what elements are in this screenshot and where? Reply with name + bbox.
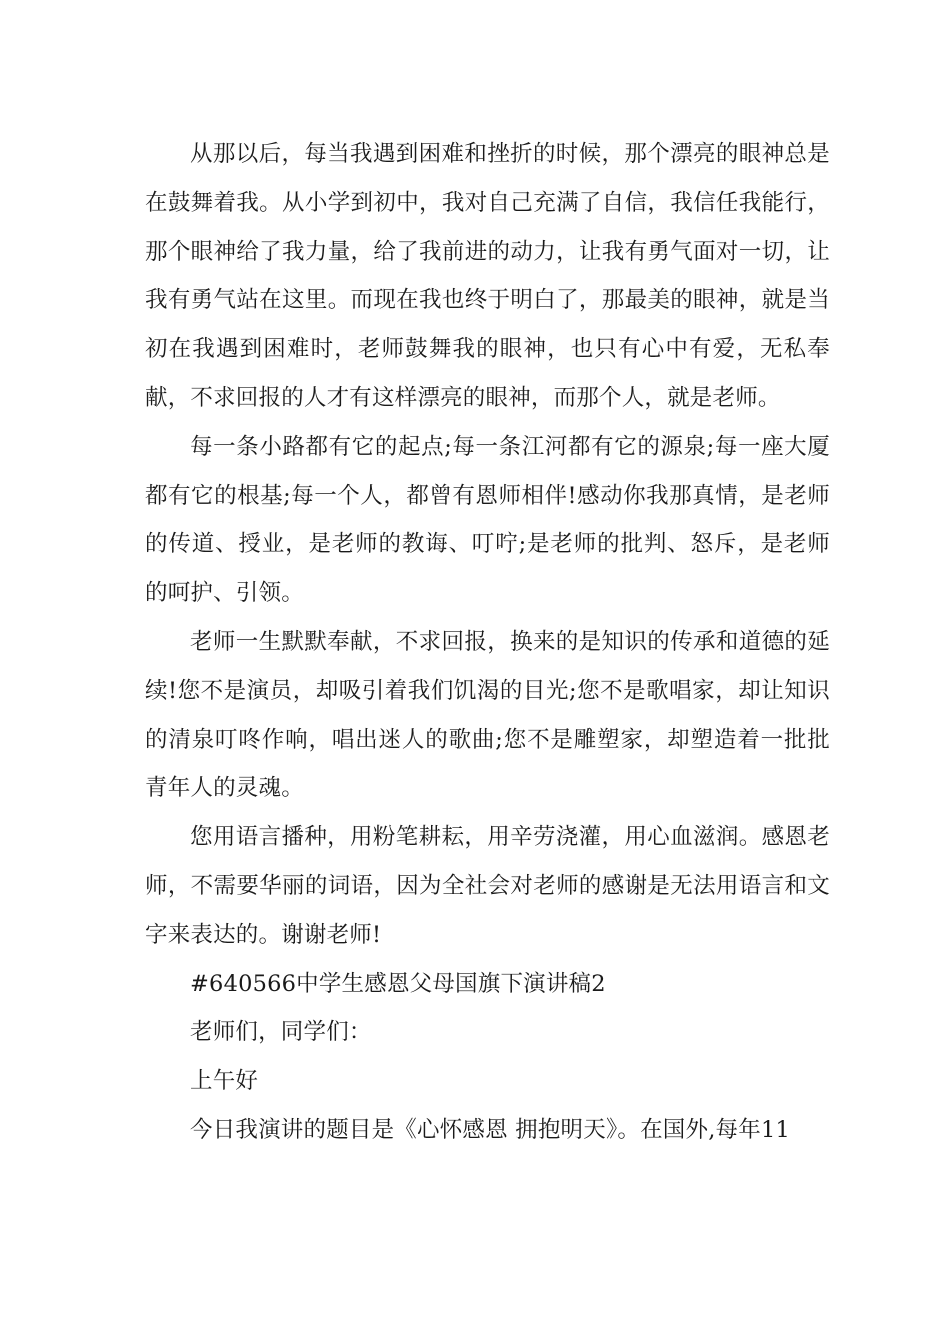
- speech-opening-line: 今日我演讲的题目是《心怀感恩 拥抱明天》。在国外,每年11: [190, 1116, 790, 1143]
- paragraph-teacher-eyes: 从那以后，每当我遇到困难和挫折的时候，那个漂亮的眼神总是在鼓舞着我。从小学到初中，我对自己充满了自信，我信任我能行，那个眼神给了我力量，给了我前进的动力，让我有勇气面对一切，让我有勇气站在这里。而现在我也终于明白了，那最美的眼神，就是当初在我遇到困难时，老师鼓舞我的眼神，也只有心中有爱，无私奉献，不求回报的人才有这样漂亮的眼神，而那个人，就是老师。: [145, 141, 830, 411]
- paragraph-gratitude: 您用语言播种，用粉笔耕耘，用辛劳浇灌，用心血滋润。感恩老师，不需要华丽的词语，因为全社会对老师的感谢是无法用语言和文字来表达的。谢谢老师!: [145, 824, 830, 948]
- paragraph-origins: 每一条小路都有它的起点;每一条江河都有它的源泉;每一座大厦都有它的根基;每一个人，都曾有恩师相伴!感动你我那真情，是老师的传道、授业，是老师的教诲、叮咛;是老师的批判、怒斥，是老师的呵护、引领。: [145, 433, 830, 607]
- speech-greeting: 上午好: [190, 1068, 259, 1095]
- paragraph-dedication: 老师一生默默奉献，不求回报，换来的是知识的传承和道德的延续!您不是演员，却吸引着我们饥渴的目光;您不是歌唱家，却让知识的清泉叮咚作响，唱出迷人的歌曲;您不是雕塑家，却塑造着一批批青年人的灵魂。: [145, 628, 830, 802]
- speech-salutation: 老师们，同学们：: [190, 1019, 372, 1046]
- speech-heading: #640566中学生感恩父母国旗下演讲稿2: [190, 970, 606, 997]
- document-body: [145, 130, 830, 1155]
